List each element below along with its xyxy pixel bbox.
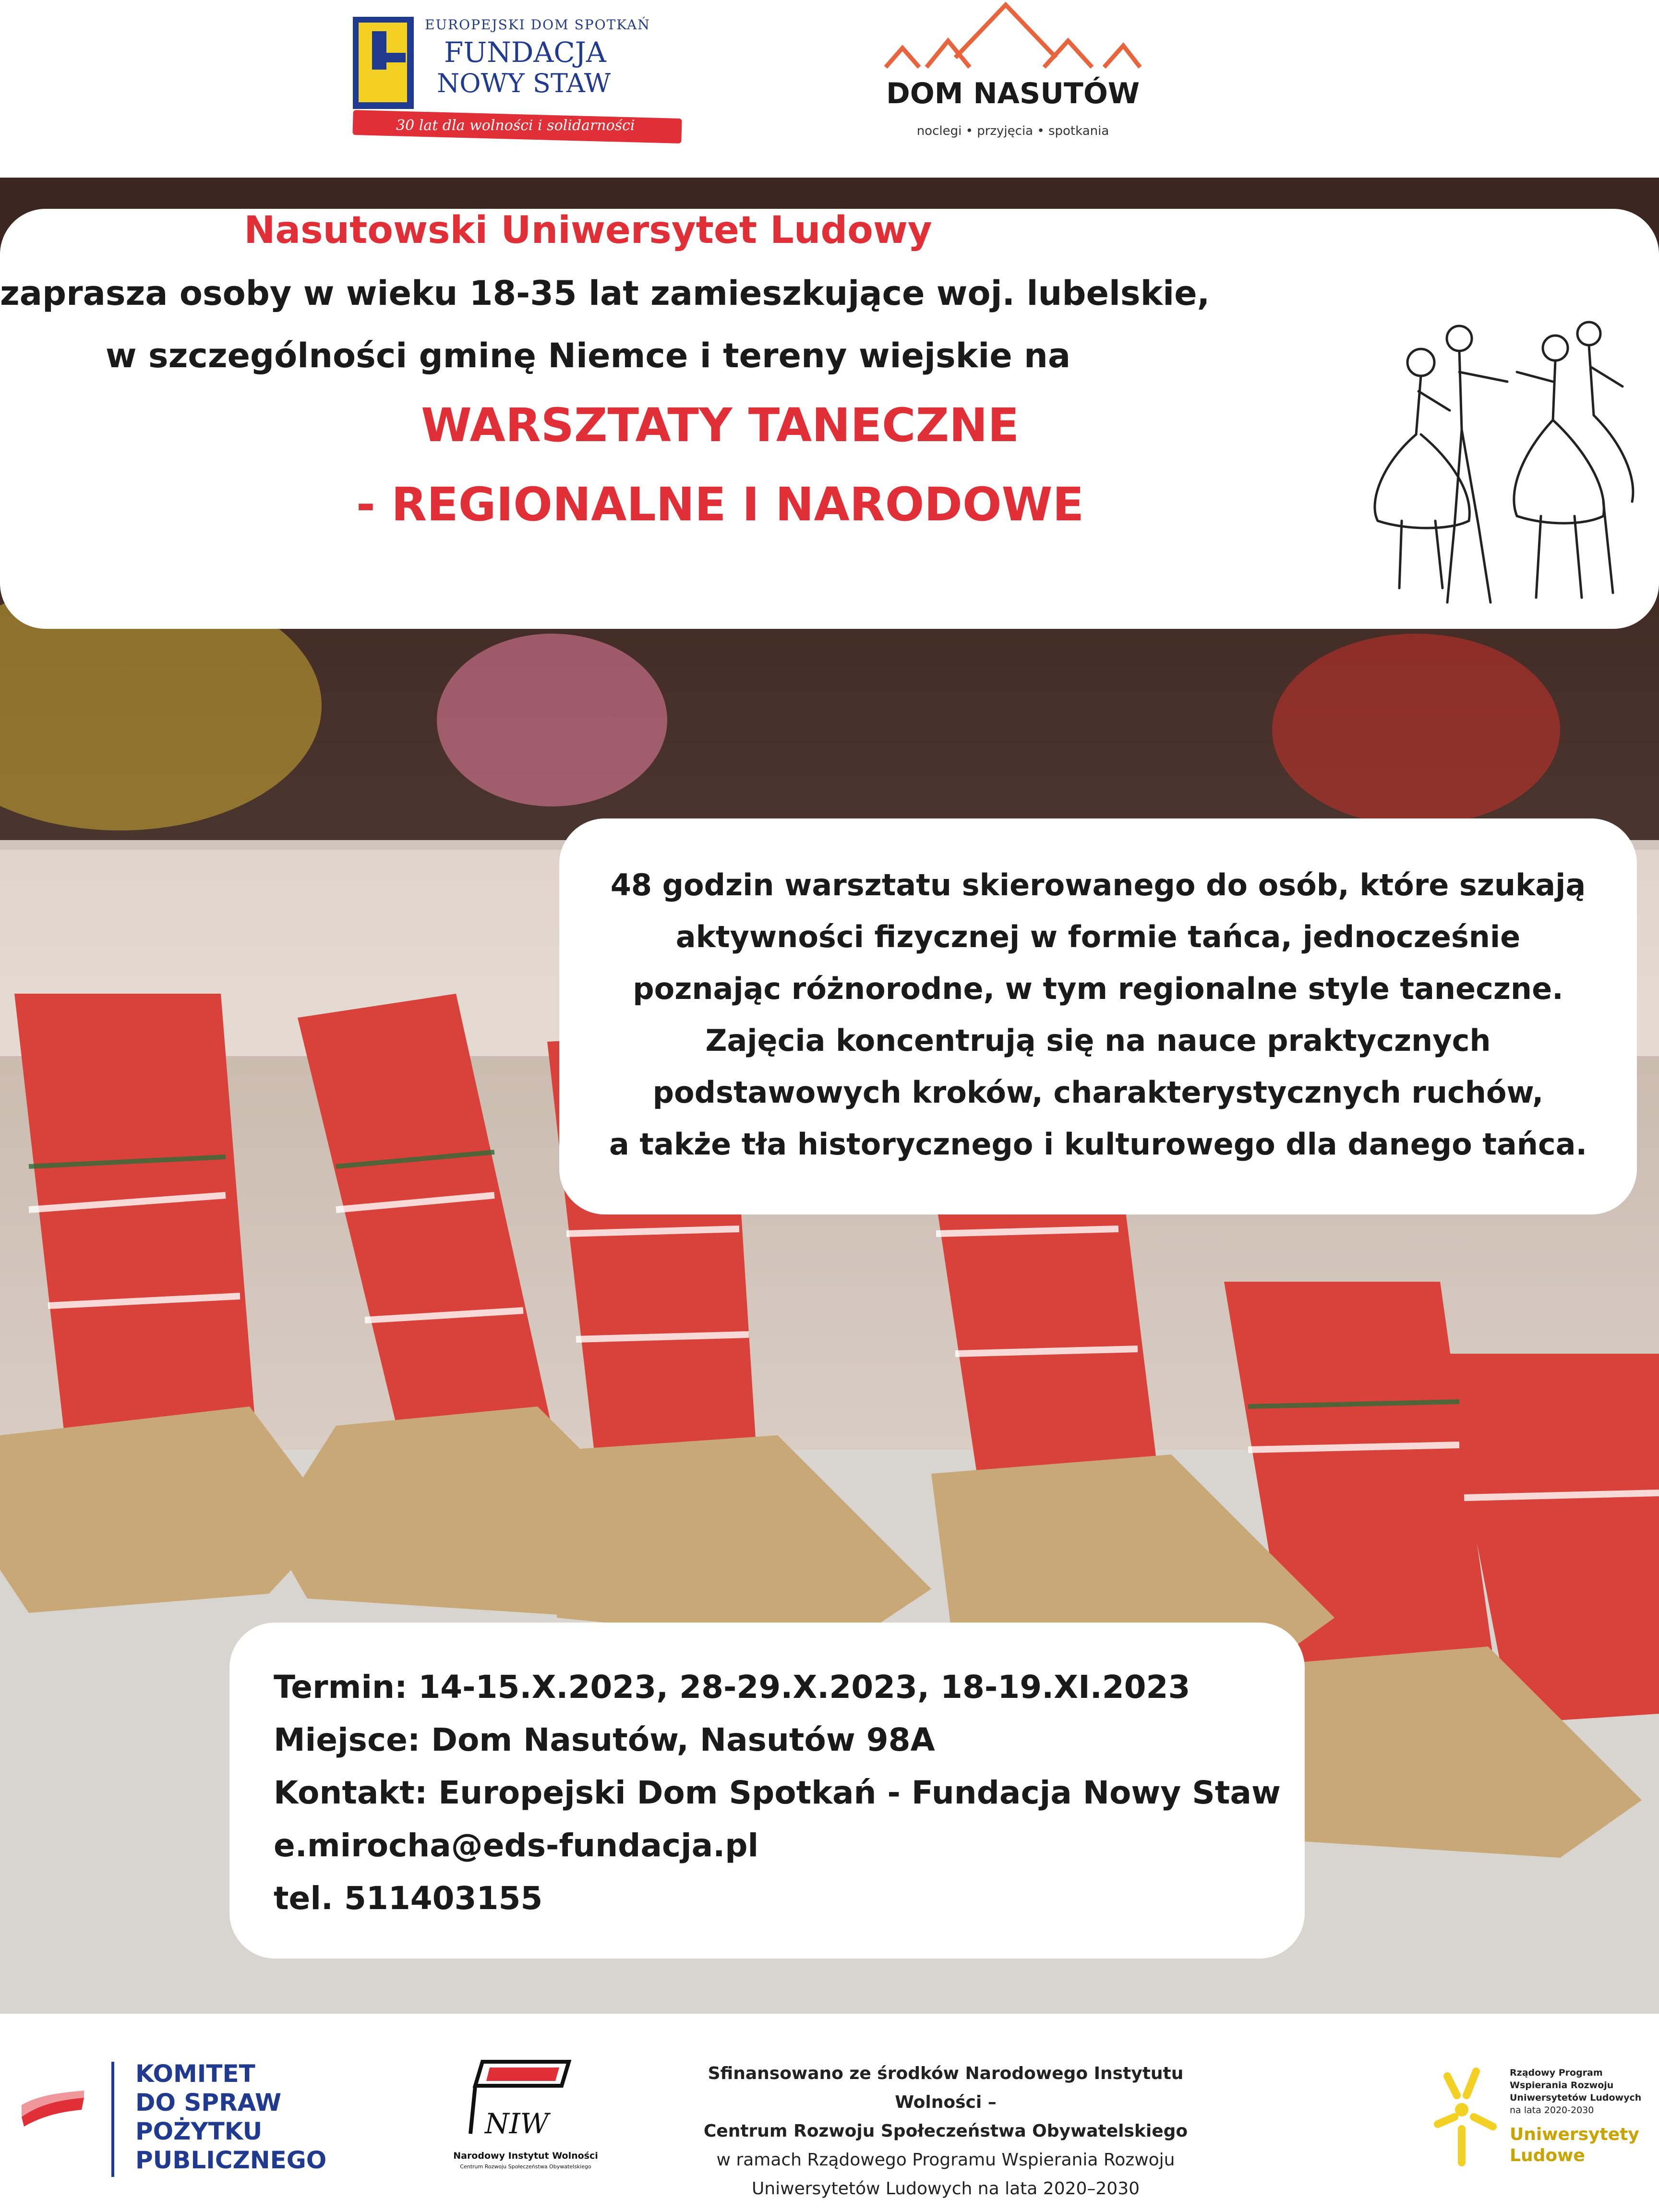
header	[0, 0, 1659, 178]
funding-line: Centrum Rozwoju Społeczeństwa Obywatelskiego	[703, 2121, 1188, 2141]
dancing-couples-icon	[1363, 319, 1642, 617]
description-line: podstawowych kroków, charakterystycznych ruchów,	[652, 1075, 1544, 1110]
title-line-1: WARSZTATY TANECZNE	[421, 398, 1020, 452]
ul-program-text	[1510, 2067, 1641, 2116]
title-line-2: - REGIONALNE I NARODOWE	[356, 478, 1084, 531]
ul-program-line: Wspierania Rozwoju	[1510, 2080, 1614, 2091]
niw-sub: Centrum Rozwoju Społeczeństwa Obywatelskiego	[460, 2164, 591, 2170]
org-name: Nasutowski Uniwersytet Ludowy	[244, 209, 932, 252]
eds-logo-mark	[353, 17, 415, 118]
eds-tagline: 30 lat dla wolności i solidarności	[396, 117, 635, 134]
polish-flag-icon	[19, 2091, 86, 2129]
ul-program-line: Rządowy Program	[1510, 2068, 1603, 2078]
headline-card	[0, 209, 1659, 629]
description-line: 48 godzin warsztatu skierowanego do osób, które szukają	[610, 867, 1586, 902]
ul-name-line: Ludowe	[1510, 2146, 1585, 2165]
invite-line-2: w szczególności gminę Niemce i tereny wiejskie na	[105, 336, 1071, 375]
niw-name: Narodowy Instytut Wolności	[453, 2151, 598, 2161]
komitet-logo-text	[135, 2059, 326, 2175]
komitet-line: POŻYTKU	[135, 2117, 263, 2145]
invite-line-1: zaprasza osoby w wieku 18-35 lat zamieszkujące woj. lubelskie,	[0, 274, 1210, 313]
mountains-icon	[878, 0, 1147, 72]
funding-line: w ramach Rządowego Programu Wspierania Rozwoju	[716, 2150, 1175, 2170]
funding-text	[691, 2059, 1200, 2203]
description-line: a także tła historycznego i kulturowego dla danego tańca.	[609, 1127, 1587, 1162]
dom-name: DOM NASUTÓW	[886, 77, 1140, 110]
funding-line: Uniwersytetów Ludowych na lata 2020–2030	[751, 2179, 1140, 2199]
info-text	[274, 1661, 1281, 1925]
komitet-line: KOMITET	[135, 2060, 255, 2088]
dom-tagline: noclegi • przyjęcia • spotkania	[916, 124, 1109, 138]
ul-program-line: Uniwersytetów Ludowych	[1510, 2092, 1642, 2103]
komitet-line: PUBLICZNEGO	[135, 2146, 327, 2174]
eds-line1: EUROPEJSKI DOM SPOTKAŃ	[425, 17, 650, 33]
ul-name-line: Uniwersytety	[1510, 2125, 1639, 2144]
uniwersytety-ludowe-logo-mark	[1428, 2067, 1500, 2172]
ul-name-text	[1510, 2124, 1639, 2166]
ul-program-line: na lata 2020-2030	[1510, 2105, 1594, 2116]
description-card	[559, 818, 1637, 1214]
description-line: Zajęcia koncentrują się na nauce praktycznych	[705, 1023, 1491, 1058]
dom-nasutow-logo	[878, 0, 1147, 149]
komitet-line: DO SPRAW	[135, 2089, 282, 2116]
description-line: aktywności fizycznej w formie tańca, jednocześnie	[675, 919, 1521, 954]
info-card	[229, 1623, 1305, 1959]
niw-mark-text: NIW	[485, 2107, 549, 2140]
miejsce: Miejsce: Dom Nasutów, Nasutów 98A	[274, 1721, 935, 1758]
description-line: poznając różnorodne, w tym regionalne style taneczne.	[633, 971, 1563, 1006]
termin: Termin: 14-15.X.2023, 28-29.X.2023, 18-19.XI.2023	[274, 1669, 1190, 1706]
kontakt: Kontakt: Europejski Dom Spotkań - Fundacja Nowy Staw	[274, 1774, 1281, 1811]
eds-line2: FUNDACJA	[444, 36, 606, 69]
phone-number: tel. 511403155	[274, 1880, 543, 1917]
eds-line3: NOWY STAW	[437, 68, 611, 98]
eds-logo	[353, 10, 689, 144]
funding-line: Sfinansowano ze środków Narodowego Instytutu Wolności –	[708, 2064, 1184, 2112]
description-text	[576, 859, 1620, 1170]
footer	[0, 2014, 1659, 2212]
komitet-divider	[111, 2062, 114, 2177]
email-link[interactable]: e.mirocha@eds-fundacja.pl	[274, 1827, 759, 1864]
